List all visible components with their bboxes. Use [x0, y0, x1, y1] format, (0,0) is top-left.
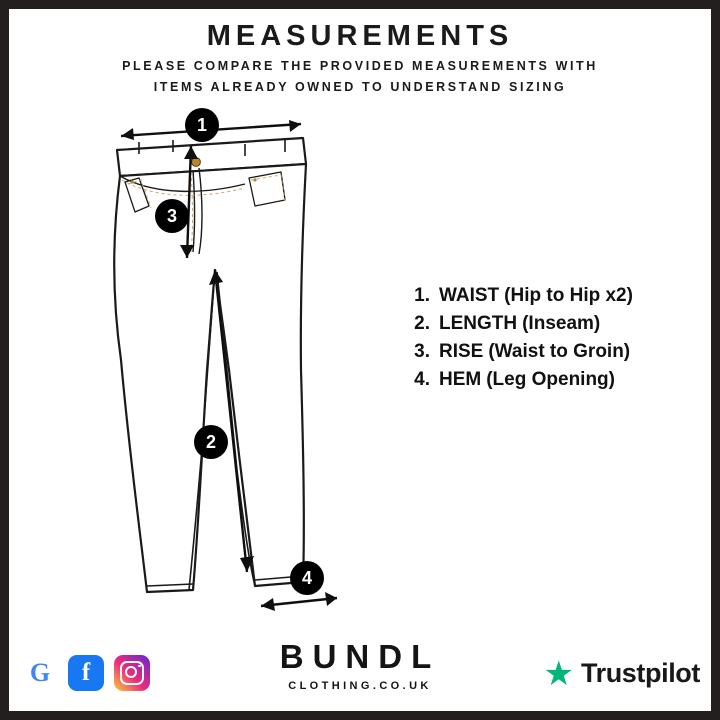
jeans-diagram	[95, 120, 405, 620]
legend-term: WAIST	[439, 285, 500, 306]
callout-badge-3: 3	[155, 199, 189, 233]
legend-number: 4.	[414, 369, 430, 390]
legend-number: 3.	[414, 341, 430, 362]
social-links	[22, 655, 150, 691]
trustpilot-label: Trustpilot	[581, 658, 700, 688]
brand-domain: CLOTHING.CO.UK	[288, 680, 432, 692]
legend-number: 1.	[414, 285, 430, 306]
frame-border-bottom	[0, 711, 720, 720]
page-subtitle	[60, 56, 660, 98]
instagram-icon[interactable]	[114, 655, 150, 691]
facebook-icon[interactable]: f	[68, 655, 104, 691]
page-title: MEASUREMENTS	[206, 20, 514, 52]
star-icon: ★	[543, 654, 574, 693]
callout-badge-1: 1	[185, 108, 219, 142]
measurement-legend	[400, 285, 690, 397]
brand-name: BUNDL	[279, 638, 441, 675]
legend-description: (Inseam)	[522, 313, 601, 334]
instagram-lens	[125, 666, 137, 678]
frame-border-right	[711, 0, 720, 720]
legend-term: LENGTH	[439, 313, 518, 334]
legend-description: (Leg Opening)	[486, 369, 615, 390]
legend-item-length	[400, 313, 690, 335]
callout-badge-4: 4	[290, 561, 324, 595]
legend-item-waist	[400, 285, 690, 307]
legend-item-rise	[400, 341, 690, 363]
trustpilot-badge[interactable]	[543, 654, 700, 693]
legend-description: (Waist to Groin)	[488, 341, 631, 362]
instagram-frame	[120, 661, 144, 685]
legend-term: HEM	[439, 369, 482, 390]
legend-term: RISE	[439, 341, 484, 362]
frame-border-top	[0, 0, 720, 9]
frame-border-left	[0, 0, 9, 720]
callout-badge-2: 2	[194, 425, 228, 459]
legend-item-hem	[400, 369, 690, 391]
legend-number: 2.	[414, 313, 430, 334]
google-icon[interactable]: G	[22, 655, 58, 691]
legend-description: (Hip to Hip x2)	[504, 285, 633, 306]
subtitle-line-2: ITEMS ALREADY OWNED TO UNDERSTAND SIZING	[153, 80, 567, 94]
subtitle-line-1: PLEASE COMPARE THE PROVIDED MEASUREMENTS WITH	[122, 59, 598, 73]
instagram-dot	[138, 665, 141, 668]
